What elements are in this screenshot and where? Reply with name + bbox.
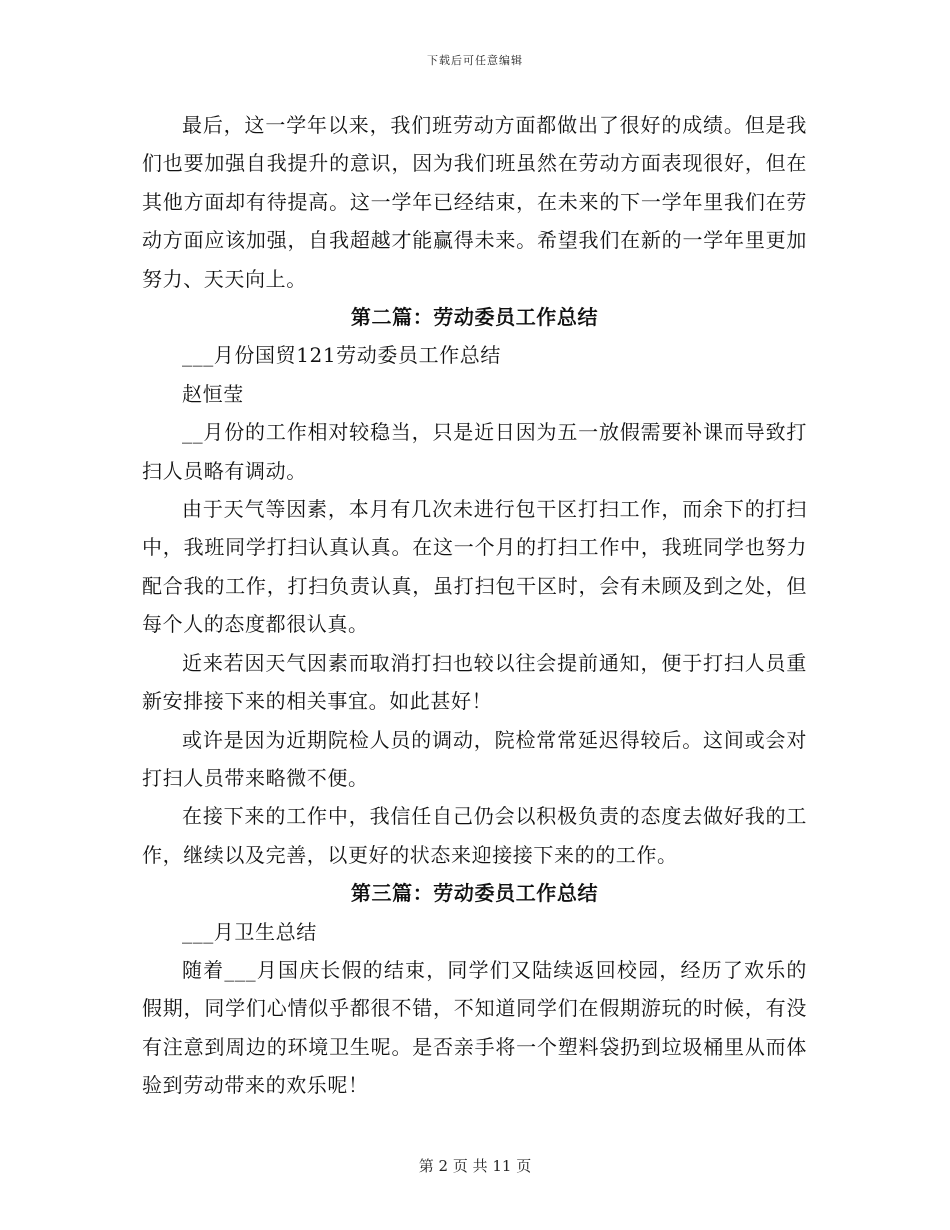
paragraph-subtitle: ___月卫生总结 bbox=[182, 919, 317, 944]
page-number: 第 2 页 共 11 页 bbox=[418, 1157, 532, 1175]
page-header-note: 下载后可任意编辑 bbox=[427, 54, 523, 67]
section-heading-3: 第三篇：劳动委员工作总结 bbox=[350, 881, 599, 906]
section-heading-2: 第二篇：劳动委员工作总结 bbox=[350, 305, 599, 330]
paragraph: 由于天气等因素，本月有几次未进行包干区打扫工作，而余下的打扫中，我班同学打扫认真认真。在这一个月的打扫工作中，我班同学也努力配合我的工作，打扫负责认真，虽打扫包干区时，会有未顾及到之处，但每个人的态度都很认真。 bbox=[142, 497, 807, 637]
paragraph: __月份的工作相对较稳当，只是近日因为五一放假需要补课而导致打扫人员略有调动。 bbox=[142, 420, 807, 483]
paragraph-author: 赵恒莹 bbox=[182, 381, 244, 406]
paragraph-closing: 最后，这一学年以来，我们班劳动方面都做出了很好的成绩。但是我们也要加强自我提升的意识，因为我们班虽然在劳动方面表现很好，但在其他方面却有待提高。这一学年已经结束，在未来的下一学年里我们在劳动方面应该加强，自我超越才能赢得未来。希望我们在新的一学年里更加努力、天天向上。 bbox=[142, 113, 807, 291]
paragraph: 近来若因天气因素而取消打扫也较以往会提前通知，便于打扫人员重新安排接下来的相关事宜。如此甚好！ bbox=[142, 650, 807, 714]
paragraph: 随着___月国庆长假的结束，同学们又陆续返回校园，经历了欢乐的假期，同学们心情似乎都很不错，不知道同学们在假期游玩的时候，有没有注意到周边的环境卫生呢。是否亲手将一个塑料袋扔到垃圾桶里从而体验到劳动带来的欢乐呢！ bbox=[142, 957, 807, 1098]
paragraph-subtitle: ___月份国贸121劳动委员工作总结 bbox=[182, 343, 501, 368]
document-body bbox=[142, 106, 807, 1105]
paragraph: 或许是因为近期院检人员的调动，院检常常延迟得较后。这间或会对打扫人员带来略微不便。 bbox=[142, 727, 807, 790]
paragraph: 在接下来的工作中，我信任自己仍会以积极负责的态度去做好我的工作，继续以及完善，以更好的状态来迎接接下来的的工作。 bbox=[142, 804, 807, 867]
